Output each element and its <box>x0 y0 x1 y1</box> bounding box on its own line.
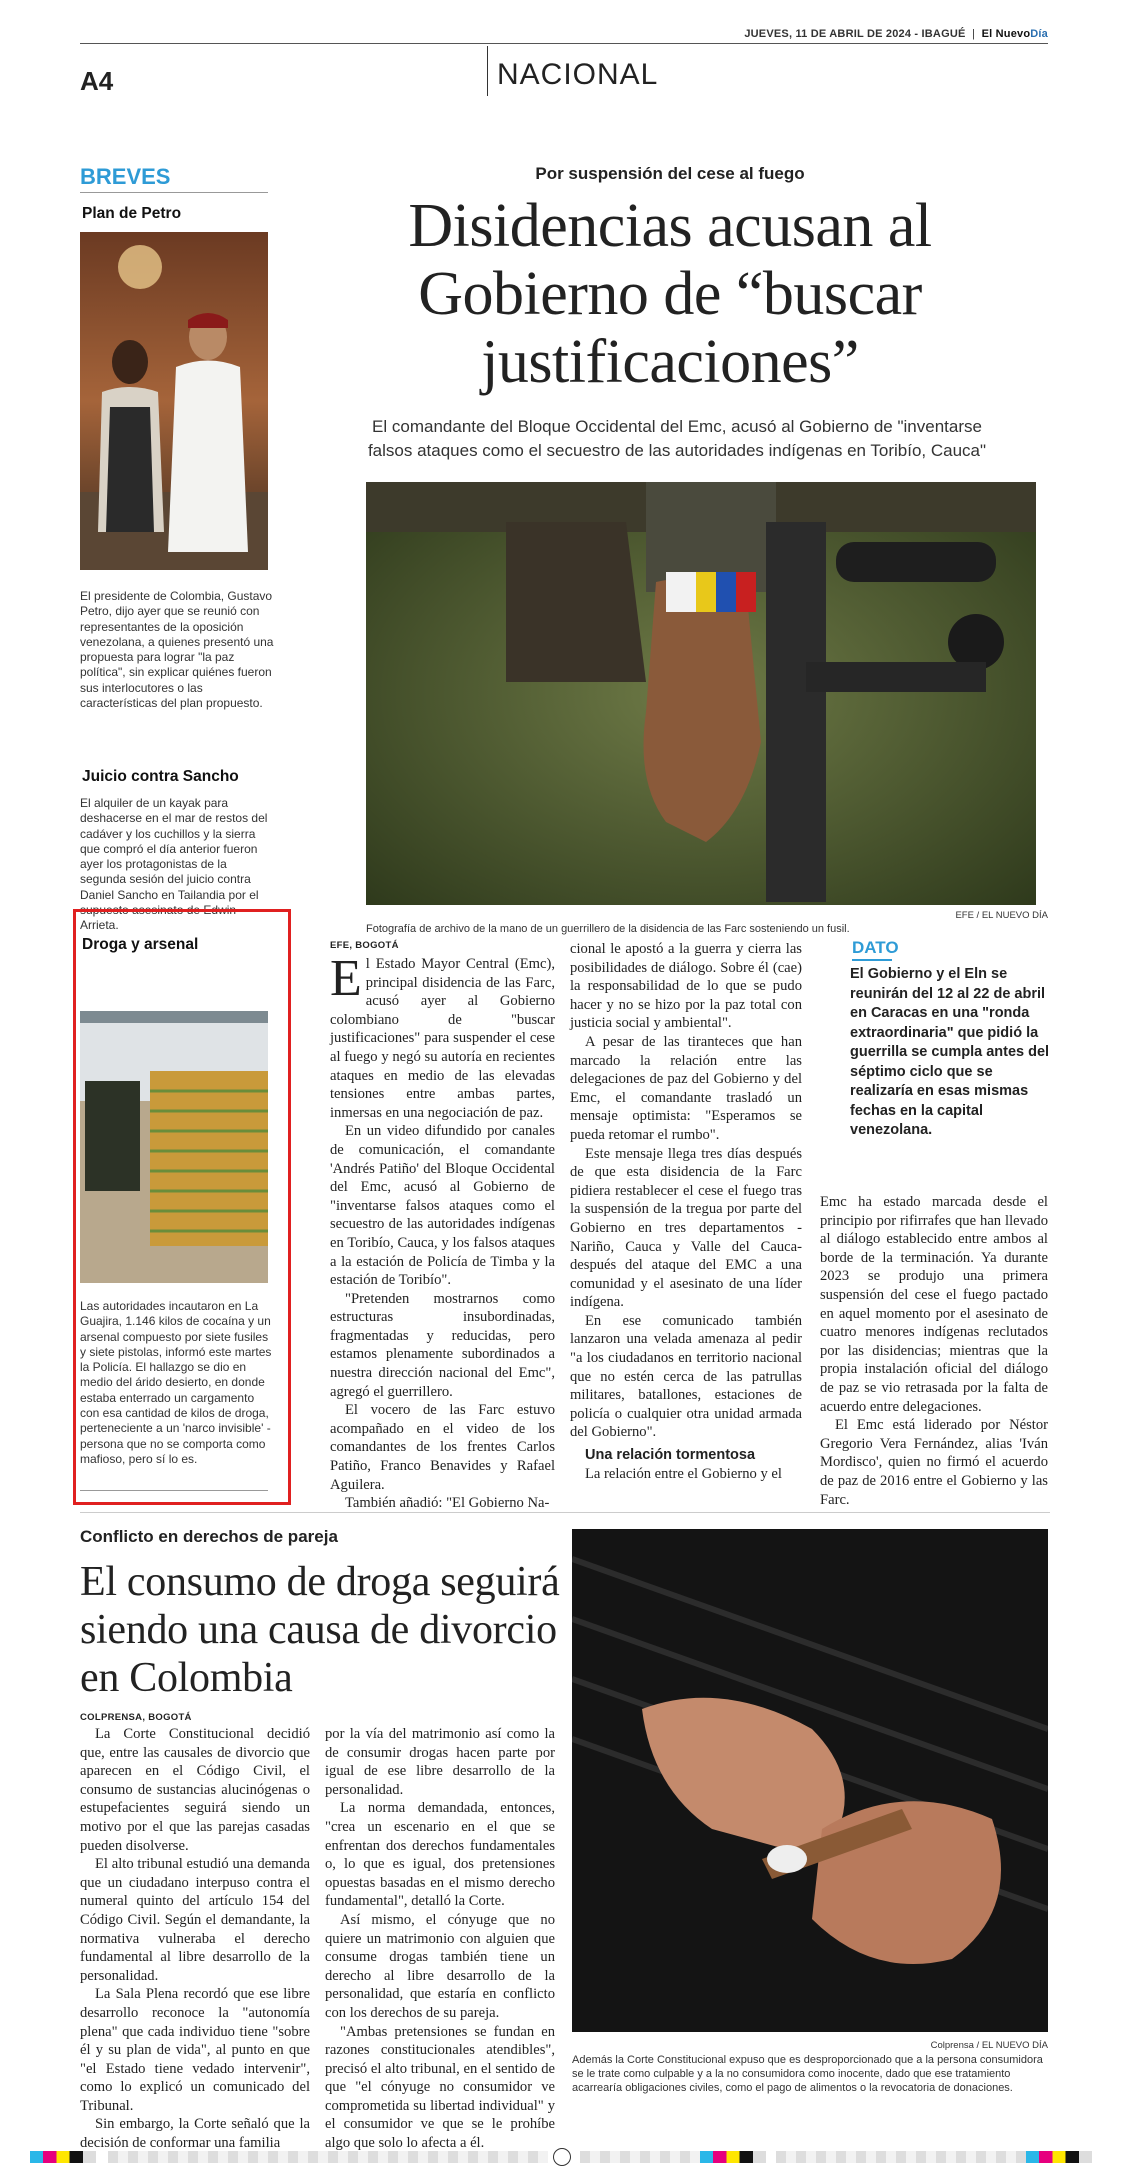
main-col2-p3: Este mensaje llega tres días después de que esta disidencia de la Farc pidiera restablecer el cese el fuego tras la suspensión de la tregua por parte del Gobierno en tres departamentos -Nariño, Cauca y Valle del Cauca- después del ataque del EMC a una comunidad y el asesinato de una líder indígena. <box>570 1145 802 1311</box>
brand-logo: El NuevoDía <box>981 28 1048 40</box>
dato-rule <box>852 959 892 961</box>
dropcap: E <box>330 950 362 1007</box>
second-headline: El consumo de droga seguirá siendo una causa de divorcio en Colombia <box>80 1559 560 1701</box>
main-col1-p2: En un video difundido por canales de comunicación, el comandante 'Andrés Patiño' del Bloque Occidental del Emc, acusó al Gobierno de "inventarse falsos ataques como el secuestro de las autoridades indígenas en Toribío, Cauca, y los falsos ataques a la estación de Policía de Timba y la estación de Toribío". <box>330 1123 555 1289</box>
masthead: JUEVES, 11 DE ABRIL DE 2024 - IBAGUÉ | El NuevoDía <box>744 28 1048 40</box>
second-col1-p1: La Corte Constitucional decidió que, entre las causales de divorcio que aparecen en el Código Civil, el consumo de sustancias alucinógenas o estupefacientes seguirá siendo un motivo por el que las parejas casadas pueden disolverse. <box>80 1726 310 1854</box>
color-bar-left <box>30 2151 96 2163</box>
registration-mark-icon <box>553 2148 571 2166</box>
second-photo <box>572 1529 1048 2032</box>
second-col-1 <box>80 1725 310 2153</box>
story-separator <box>80 1512 1050 1513</box>
second-col1-p3: La Sala Plena recordó que ese libre desarrollo reconoce la "autonomía plena" que cada individuo tiene "sobre él y su plan de vida", al punto en que "el Estado tiene vedado intervenir", como lo explicó un comunicado del Tribunal. <box>80 1986 310 2114</box>
breves-rule <box>80 192 268 193</box>
main-photo-caption: Fotografía de archivo de la mano de un guerrillero de la disidencia de las Farc sosteniendo un fusil. <box>366 923 850 935</box>
date-line: JUEVES, 11 DE ABRIL DE 2024 - IBAGUÉ <box>744 28 966 40</box>
breves-bottom-rule <box>80 1490 268 1491</box>
main-col3-p1: Emc ha estado marcada desde el principio por rifirrafes que han llevado al diálogo establecido entre ambos al borde de la terminación. Ya durante 2023 se produjo una primera suspensión del cese el fuego pactado en aquel momento por el asesinato de cuatro menores indígenas reclutados por las disidencias; mientras que la propia instalación oficial del diálogo de paz se vio retrasada por la falta de acuerdo entre delegaciones. <box>820 1194 1048 1415</box>
second-col1-p2: El alto tribunal estudió una demanda que un ciudadano interpuso contra el numeral quinto del artículo 154 del Código Civil. Según el demandante, la normativa vulneraba el derecho fundamental al libre desarrollo de la personalidad. <box>80 1856 310 1984</box>
dato-text: El Gobierno y el Eln se reunirán del 12 al 22 de abril en Caracas en una "ronda extraordinaria" que pidió la guerrilla se cumpla antes del séptimo ciclo que se realizaría en esas mismas fechas en la capital venezolana. <box>850 966 1050 1138</box>
tone-bar-left <box>108 2151 548 2163</box>
main-col-1 <box>330 950 555 1513</box>
second-col2-p4: "Ambas pretensiones se fundan en razones constitucionales atendibles", precisó el alto tribunal, en el sentido de que "el cónyuge no consumidor ve comprometida su libertad individual" y el consumidor ve que se le prohíbe algo que solo lo afecta a él. <box>325 2023 555 2152</box>
main-col2-p2: A pesar de las tiranteces que han marcado la relación entre las delegaciones de paz del Gobierno y del Emc, el comandante trasladó un mensaje optimista: "Esperamos se pueda retomar el rumbo". <box>570 1033 802 1143</box>
second-col2-p2: La norma demandada, entonces, "crea un escenario en el que se enfrentan dos derechos fundamentales o, lo que es igual, dos pretensiones opuestas basadas en el mismo derecho fundamental", detalló la Corte. <box>325 1800 555 1910</box>
main-col-3 <box>820 1193 1048 1509</box>
main-col2-p4: En ese comunicado también lanzaron una velada amenaza al pedir "a los ciudadanos en territorio nacional que no estén cerca de las patrullas militares, batallones, estaciones de policía o cualquier otra unidad armada del Gobierno". <box>570 1312 802 1441</box>
color-bar-right <box>1026 2151 1092 2163</box>
main-byline: EFE, BOGOTÁ <box>330 940 399 951</box>
brief-text-petro: El presidente de Colombia, Gustavo Petro, dijo ayer que se reunió con representantes de la oposición venezolana, a quienes presentó una propuesta para lograr "la paz política", sin explicar quiénes fueron sus interlocutores o las características del plan propuesto. <box>80 589 274 711</box>
main-col2-subtitle: Una relación tormentosa <box>585 1447 756 1464</box>
main-col-2 <box>570 940 802 1483</box>
main-col1-p5: También añadió: "El Gobierno Na- <box>345 1495 550 1512</box>
tone-bar-mid <box>580 2151 700 2163</box>
second-byline: COLPRENSA, BOGOTÁ <box>80 1712 192 1723</box>
main-photo-credit: EFE / EL NUEVO DÍA <box>955 910 1048 921</box>
main-headline: Disidencias acusan al Gobierno de “buscar justificaciones” <box>408 192 932 396</box>
main-kicker: Por suspensión del cese al fuego <box>535 164 805 183</box>
main-col2-after: La relación entre el Gobierno y el <box>585 1465 782 1482</box>
main-col2-p1: cional le apostó a la guerra y cierra las posibilidades de diálogo. Sobre él (cae) la responsabilidad de lo que se pudo hacer y no se hizo por la paz total con justicia social y ambiental". <box>570 941 802 1032</box>
main-col1-p3: "Pretenden mostrarnos como estructuras insubordinadas, fragmentadas y reducidas, pero estamos plenamente subordinados a nuestra dirección nacional del Emc", agregó el guerrillero. <box>330 1290 555 1400</box>
brief-photo-petro <box>80 232 268 570</box>
dato-label: DATO <box>852 938 899 957</box>
brief-photo-droga <box>80 1011 268 1283</box>
section-divider <box>487 46 488 96</box>
tone-bar-right <box>776 2151 1026 2163</box>
second-col2-p1: por la vía del matrimonio así como la de consumir drogas hacen parte por igual de ese libre desarrollo de la personalidad. <box>325 1726 555 1798</box>
second-col2-p3: Así mismo, el cónyuge que no quiere un matrimonio con alguien que consume drogas también tiene un derecho al libre desarrollo de la personalidad, que estaría en conflicto con los derechos de su pareja. <box>325 1911 555 2021</box>
header-rule <box>80 43 1048 44</box>
main-subhead: El comandante del Bloque Occidental del Emc, acusó al Gobierno de "inventarse falsos ataques como el secuestro de las autoridades indígenas en Toribío, Cauca" <box>367 417 987 460</box>
breves-label: BREVES <box>80 164 171 189</box>
main-col3-p2: El Emc está liderado por Néstor Gregorio Vera Fernández, alias 'Iván Mordisco', quien no firmó el acuerdo de paz de 2016 entre el Gobierno y las Farc. <box>820 1417 1048 1508</box>
main-col1-p1: l Estado Mayor Central (Emc), principal disidencia de las Farc, acusó ayer al Gobierno colombiano de "buscar justificaciones" para suspender el cese al fuego y negó su autoría en recientes ataques en medio de las elevadas tensiones entre ambas partes, inmersas en una negociación de paz. <box>330 956 555 1121</box>
brief-title-sancho: Juicio contra Sancho <box>82 768 239 785</box>
brief-text-droga: Las autoridades incautaron en La Guajira, 1.146 kilos de cocaína y un arsenal compuesto por siete fusiles y siete pistolas, informó este martes la Policía. El hallazgo se dio en medio del árido desierto, en donde estaba enterrado un cargamento con esa cantidad de kilos de droga, perteneciente a un 'narco invisible' -persona que no se comporta como mafioso, pero sí lo es. <box>80 1299 272 1466</box>
second-kicker: Conflicto en derechos de pareja <box>80 1527 338 1546</box>
second-col-2 <box>325 1725 555 2153</box>
brief-text-sancho: El alquiler de un kayak para deshacerse en el mar de restos del cadáver y los cuchillos y la sierra que compró el día anterior fueron ayer los protagonistas de la segunda sesión del juicio contra Daniel Sancho en Tailandia por el supuesto asesinato de Edwin Arrieta. <box>80 796 268 933</box>
color-bar-mid <box>700 2151 766 2163</box>
main-col1-p4: El vocero de las Farc estuvo acompañado en el video de los comandantes de los frentes Carlos Patiño, Franco Benavides y Rafael Aguilera. <box>330 1402 555 1493</box>
section-title: NACIONAL <box>497 58 659 91</box>
brief-title-droga: Droga y arsenal <box>82 936 199 953</box>
second-col1-p4: Sin embargo, la Corte señaló que la decisión de conformar una familia <box>80 2116 310 2152</box>
page-number: A4 <box>80 66 114 96</box>
main-photo <box>366 482 1036 905</box>
second-photo-credit: Colprensa / EL NUEVO DÍA <box>930 2040 1048 2051</box>
second-photo-caption: Además la Corte Constitucional expuso que es desproporcionado que a la persona consumidora se le trate como culpable y a la no consumidora como inocente, dado que ese tratamiento acarrearía obligaciones civiles, como el pago de alimentos o la revocatoria de donaciones. <box>572 2054 1043 2094</box>
brief-title-petro: Plan de Petro <box>82 205 182 222</box>
